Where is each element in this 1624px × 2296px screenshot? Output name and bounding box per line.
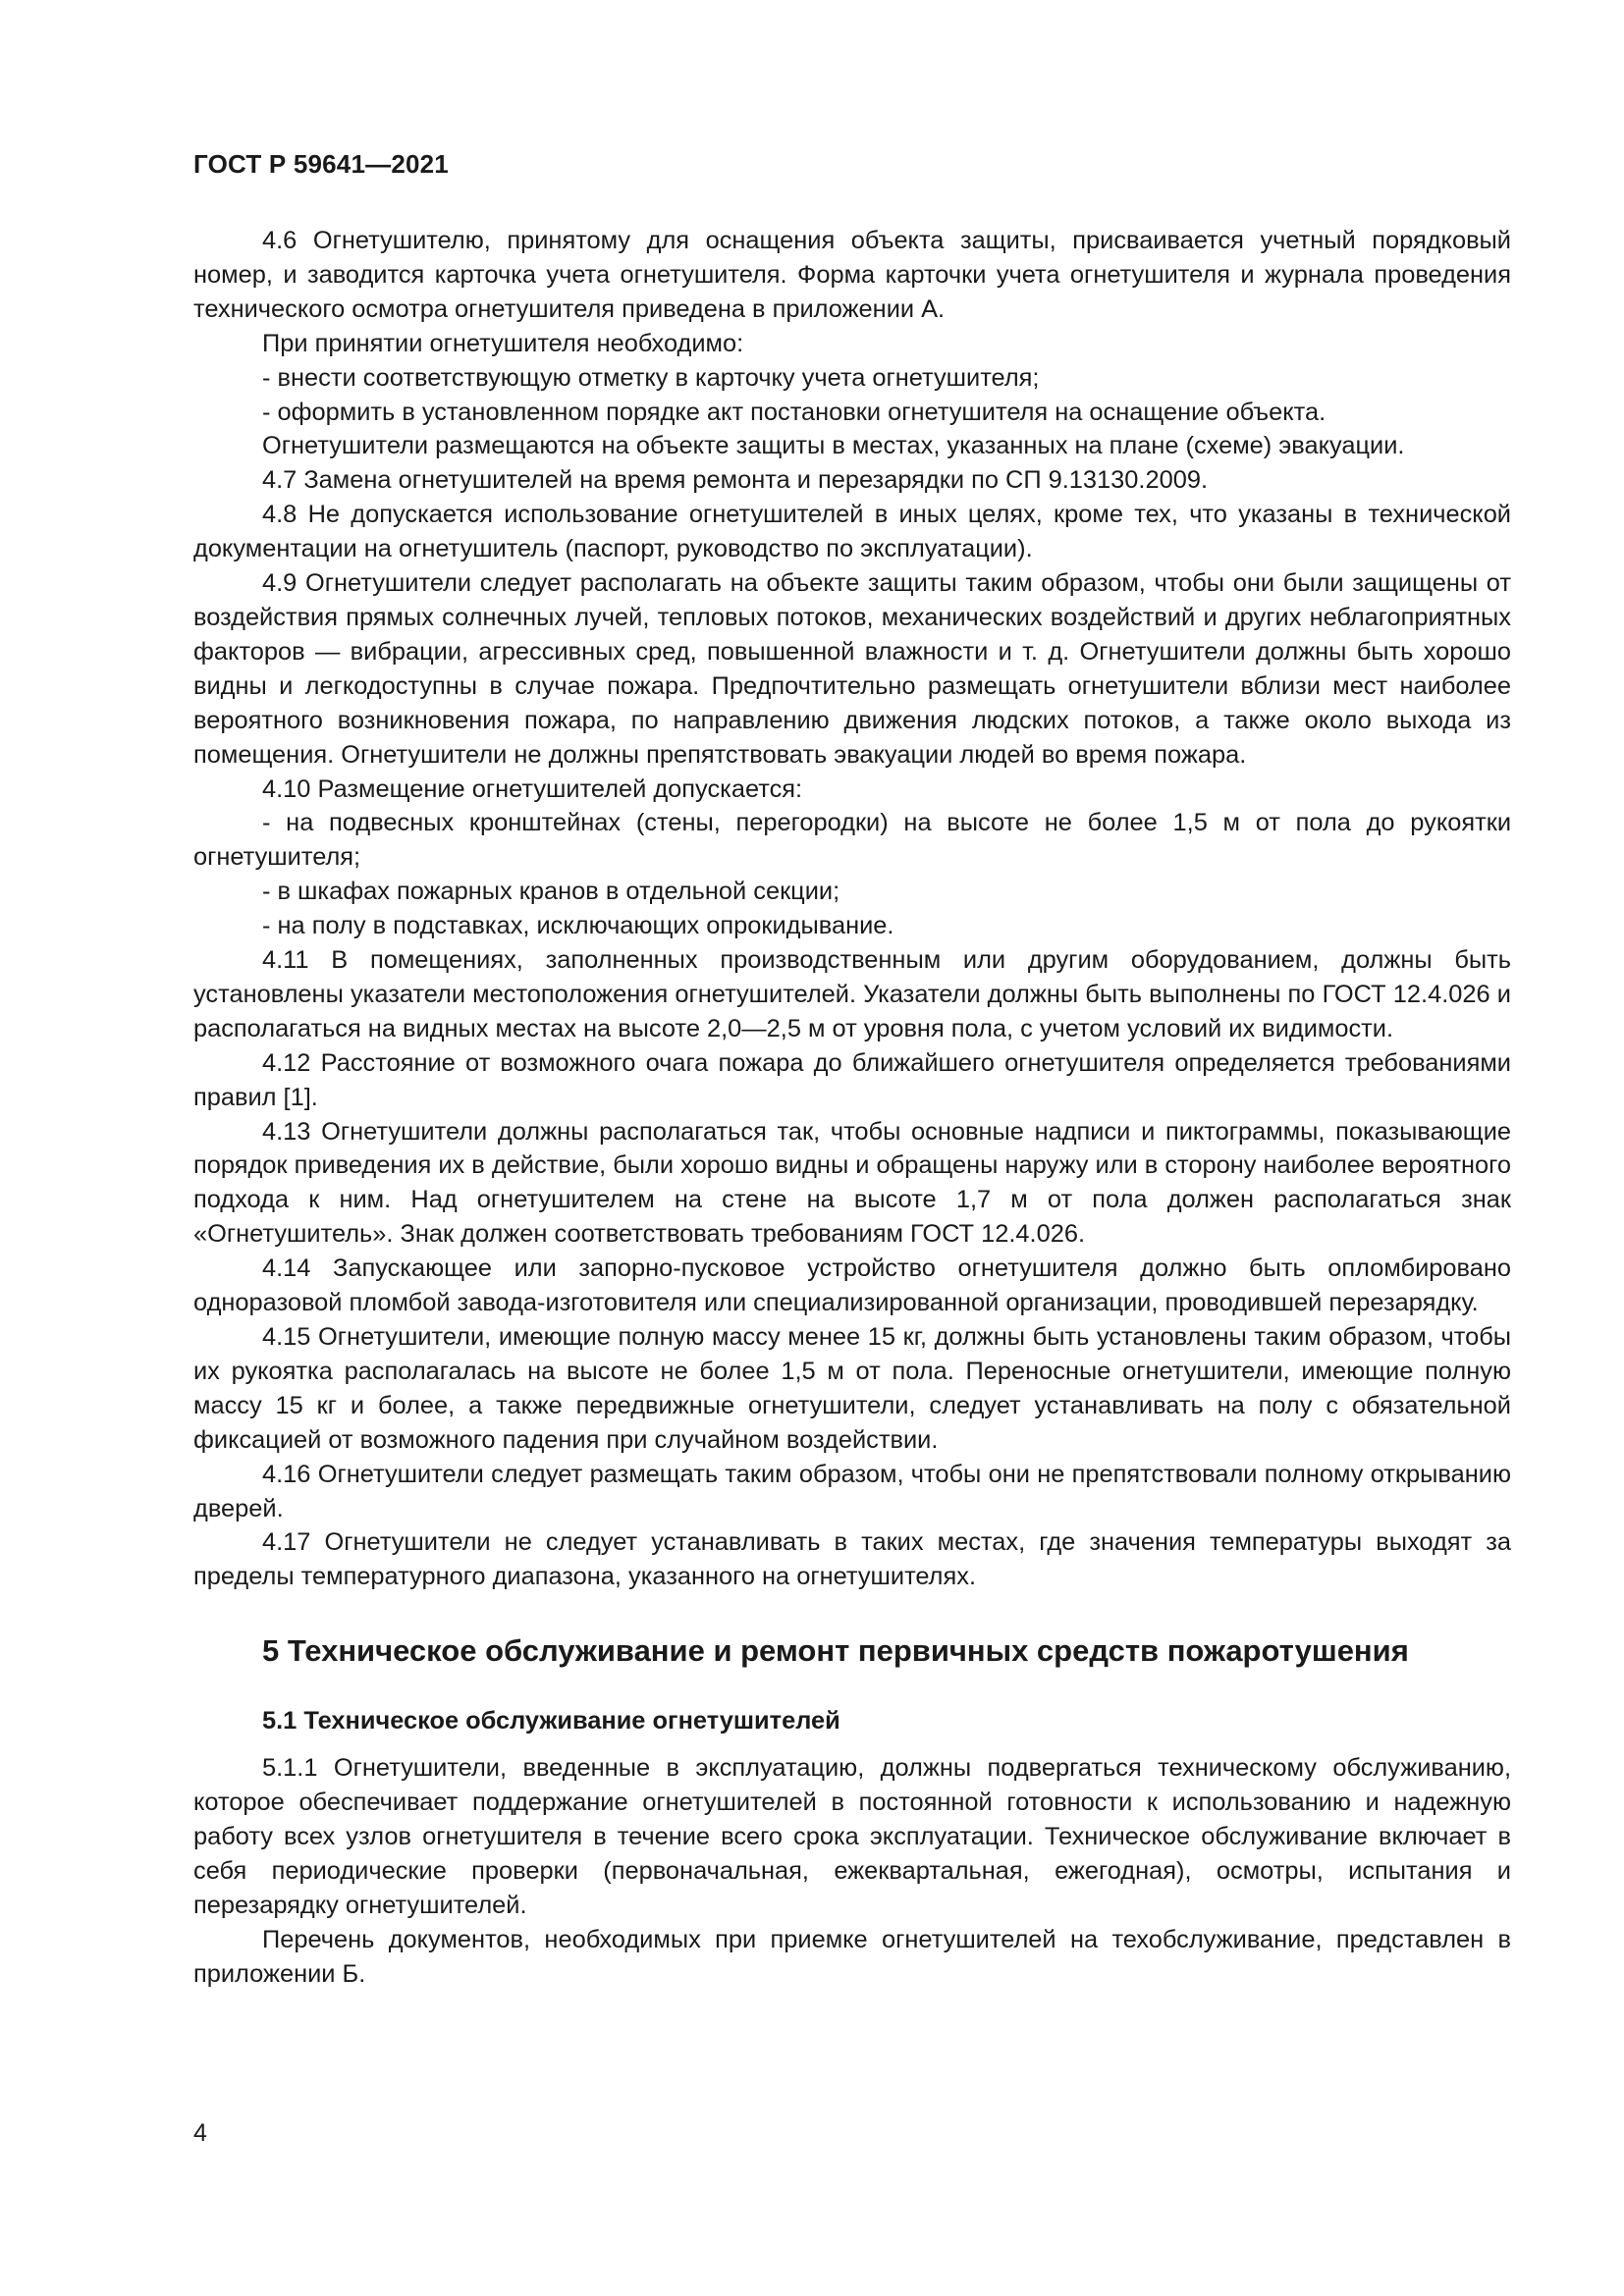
document-code-header: ГОСТ Р 59641—2021	[193, 149, 449, 179]
paragraph-4-13: 4.13 Огнетушители должны располагаться так, чтобы основные надписи и пиктограммы, показывающие порядок приведения их в действие, были хорошо видны и обращены наружу или в сторону наиболее вероятного подхода к ним. Над огнетушителем на стене на высоте 1,7 м от пола должен располагаться знак «Огнетушитель». Знак должен соответствовать требованиям ГОСТ 12.4.026.	[193, 1117, 1511, 1249]
paragraph-4-7: 4.7 Замена огнетушителей на время ремонта и перезарядки по СП 9.13130.2009.	[262, 466, 1209, 495]
paragraph-placement-plan: Огнетушители размещаются на объекте защиты в местах, указанных на плане (схеме) эвакуации.	[262, 432, 1405, 460]
paragraph-4-6: 4.6 Огнетушителю, принятому для оснащения объекта защиты, присваивается учетный порядковый номер, и заводится карточка учета огнетушителя. Форма карточки учета огнетушителя и журнала проведения технического осмотра огнетушителя приведена в приложении А.	[193, 227, 1511, 323]
paragraph-4-12: 4.12 Расстояние от возможного очага пожара до ближайшего огнетушителя определяется требованиями правил [1].	[193, 1048, 1511, 1111]
paragraph-4-8: 4.8 Не допускается использование огнетушителей в иных целях, кроме тех, что указаны в технической документации на огнетушитель (паспорт, руководство по эксплуатации).	[193, 501, 1511, 563]
subsection-5-1-title: 5.1 Техническое обслуживание огнетушителей	[262, 1707, 840, 1735]
paragraph-4-10: 4.10 Размещение огнетушителей допускается:	[262, 774, 803, 803]
paragraph-4-16: 4.16 Огнетушители следует размещать таким образом, чтобы они не препятствовали полному открыванию дверей.	[193, 1460, 1511, 1522]
list-item: - в шкафах пожарных кранов в отдельной секции;	[262, 878, 840, 906]
list-item: - оформить в установленном порядке акт постановки огнетушителя на оснащение объекта.	[262, 398, 1326, 426]
paragraph-documents-list: Перечень документов, необходимых при приемке огнетушителей на техобслуживание, представлен в приложении Б.	[193, 1925, 1511, 1988]
paragraph-4-17: 4.17 Огнетушители не следует устанавливать в таких местах, где значения температуры выходят за пределы температурного диапазона, указанного на огнетушителях.	[193, 1528, 1511, 1591]
document-body	[193, 224, 1511, 1992]
list-item: - на подвесных кронштейнах (стены, перегородки) на высоте не более 1,5 м от пола до рукоятки огнетушителя;	[193, 809, 1511, 872]
paragraph-4-15: 4.15 Огнетушители, имеющие полную массу менее 15 кг, должны быть установлены таким образом, чтобы их рукоятка располагалась на высоте не более 1,5 м от пола. Переносные огнетушители, имеющие полную массу 15 кг и более, а также передвижные огнетушители, следует устанавливать на полу с обязательной фиксацией от возможного падения при случайном воздействии.	[193, 1323, 1511, 1454]
list-item: - внести соответствующую отметку в карточку учета огнетушителя;	[262, 363, 1040, 392]
page-number: 4	[193, 2119, 207, 2147]
paragraph-4-14: 4.14 Запускающее или запорно-пусковое устройство огнетушителя должно быть опломбировано одноразовой пломбой завода-изготовителя или специализированной организации, проводившей перезарядку.	[193, 1255, 1511, 1317]
paragraph-4-9: 4.9 Огнетушители следует располагать на объекте защиты таким образом, чтобы они были защищены от воздействия прямых солнечных лучей, тепловых потоков, механических воздействий и других неблагоприятных факторов — вибрации, агрессивных сред, повышенной влажности и т. д. Огнетушители должны быть хорошо видны и легкодоступны в случае пожара. Предпочтительно размещать огнетушители вблизи мест наиболее вероятного возникновения пожара, по направлению движения людских потоков, а также около выхода из помещения. Огнетушители не должны препятствовать эвакуации людей во время пожара.	[193, 569, 1511, 769]
paragraph-5-1-1: 5.1.1 Огнетушители, введенные в эксплуатацию, должны подвергаться техническому обслуживанию, которое обеспечивает поддержание огнетушителей в постоянной готовности к использованию и надежную работу всех узлов огнетушителя в течение всего срока эксплуатации. Техническое обслуживание включает в себя периодические проверки (первоначальная, ежеквартальная, ежегодная), осмотры, испытания и перезарядку огнетушителей.	[193, 1754, 1511, 1919]
section-5-title: 5 Техническое обслуживание и ремонт первичных средств пожаротушения	[262, 1633, 1409, 1669]
list-item: - на полу в подставках, исключающих опрокидывание.	[262, 912, 894, 940]
paragraph-4-11: 4.11 В помещениях, заполненных производственным или другим оборудованием, должны быть установлены указатели местоположения огнетушителей. Указатели должны быть выполнены по ГОСТ 12.4.026 и располагаться на видных местах на высоте 2,0—2,5 м от уровня пола, с учетом условий их видимости.	[193, 946, 1511, 1042]
paragraph-acceptance-intro: При принятии огнетушителя необходимо:	[262, 329, 744, 357]
